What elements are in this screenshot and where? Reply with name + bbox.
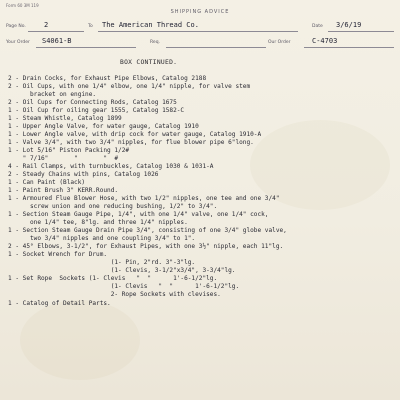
- list-item: 2 - 45° Elbows, 3-1/2", for Exhaust Pipes, with one 3½" nipple, each 11"lg.: [8, 243, 284, 250]
- list-item: " 7/16" " " #: [8, 155, 119, 162]
- list-item: 1 - Armoured Flue Blower Hose, with two 1/2" nipples, one tee and one 3/4": [8, 195, 280, 202]
- list-item: 1 - Steam Whistle, Catalog 1899: [8, 115, 122, 122]
- list-item: 1 - Valve 3/4", with two 3/4" nipples, for flue blower pipe 6"long.: [8, 139, 254, 146]
- list-item: 2 - Drain Cocks, for Exhaust Pipe Elbows, Catalog 2188: [8, 75, 207, 82]
- to-label: To: [88, 24, 93, 29]
- list-item: 2 - Oil Cups, with one 1/4" elbow, one 1/4" nipple, for valve stem: [8, 83, 251, 90]
- form-number: Form 60 3M 119: [6, 3, 39, 8]
- list-item: (1- Clevis " " 1'-6-1/2"lg.: [8, 283, 240, 290]
- our-order-value: C-4703: [312, 37, 338, 45]
- page-no-label: Page No.: [6, 24, 26, 29]
- our-order-label: Our Order: [268, 40, 291, 45]
- list-item: two 3/4" nipples and one coupling 3/4" to 1".: [8, 235, 196, 242]
- list-item: 1 - Paint Brush 3" KERR.Round.: [8, 187, 119, 194]
- list-item: 1 - Upper Angle Valve, for water gauge, Catalog 1910: [8, 123, 199, 130]
- list-item: bracket on engine.: [8, 91, 97, 98]
- list-item: one 1/4" tee, 8"lg. and three 1/4" nipples.: [8, 219, 188, 226]
- box-title: BOX CONTINUED.: [120, 59, 178, 66]
- list-item: (1- Clevis, 3-1/2"x3/4", 3-3/4"lg.: [8, 267, 236, 274]
- list-item: 1 - Oil Cup for oiling gear 1555, Catalog 1582-C: [8, 107, 185, 114]
- list-item: 1 - Section Steam Gauge Drain Pipe 3/4", consisting of one 3/4" globe valve,: [8, 227, 287, 234]
- list-item: 1 - Set Rope Sockets (1- Clevis " " 1'-6-1/2"lg.: [8, 275, 218, 282]
- list-item: 2- Rope Sockets with clevises.: [8, 291, 221, 298]
- list-item: (1- Pin, 2"rd. 3"-3"lg.: [8, 259, 196, 266]
- list-item: 2 - Oil Cups for Connecting Rods, Catalog 1675: [8, 99, 177, 106]
- to-value: The American Thread Co.: [102, 21, 199, 29]
- list-item: 2 - Steady Chains with pins, Catalog 1026: [8, 171, 159, 178]
- list-item: 1 - Socket Wrench for Drum.: [8, 251, 108, 258]
- list-item: 1 - Lower Angle valve, with drip cock for water gauge, Catalog 1910-A: [8, 131, 262, 138]
- your-order-value: S4061-B: [42, 37, 72, 45]
- your-order-label: Your Order: [6, 40, 30, 45]
- list-item: 1 - Section Steam Gauge Pipe, 1/4", with one 1/4" valve, one 1/4" cock,: [8, 211, 269, 218]
- list-item: 1 - Can Paint (Black): [8, 179, 86, 186]
- list-item: screw union and one reducing bushing, 1/2" to 3/4".: [8, 203, 218, 210]
- list-item: 1 - Lot 5/16" Piston Packing 1/2#: [8, 147, 130, 154]
- list-item: 4 - Rail Clamps, with turnbuckles, Catalog 1030 & 1031-A: [8, 163, 214, 170]
- list-item: 1 - Catalog of Detail Parts.: [8, 300, 111, 307]
- page-no-value: 2: [44, 21, 49, 29]
- date-value: 3/6/19: [336, 21, 362, 29]
- req-label: Req.: [150, 40, 160, 45]
- form-title: SHIPPING ADVICE: [170, 9, 230, 15]
- date-label: Date: [312, 24, 323, 29]
